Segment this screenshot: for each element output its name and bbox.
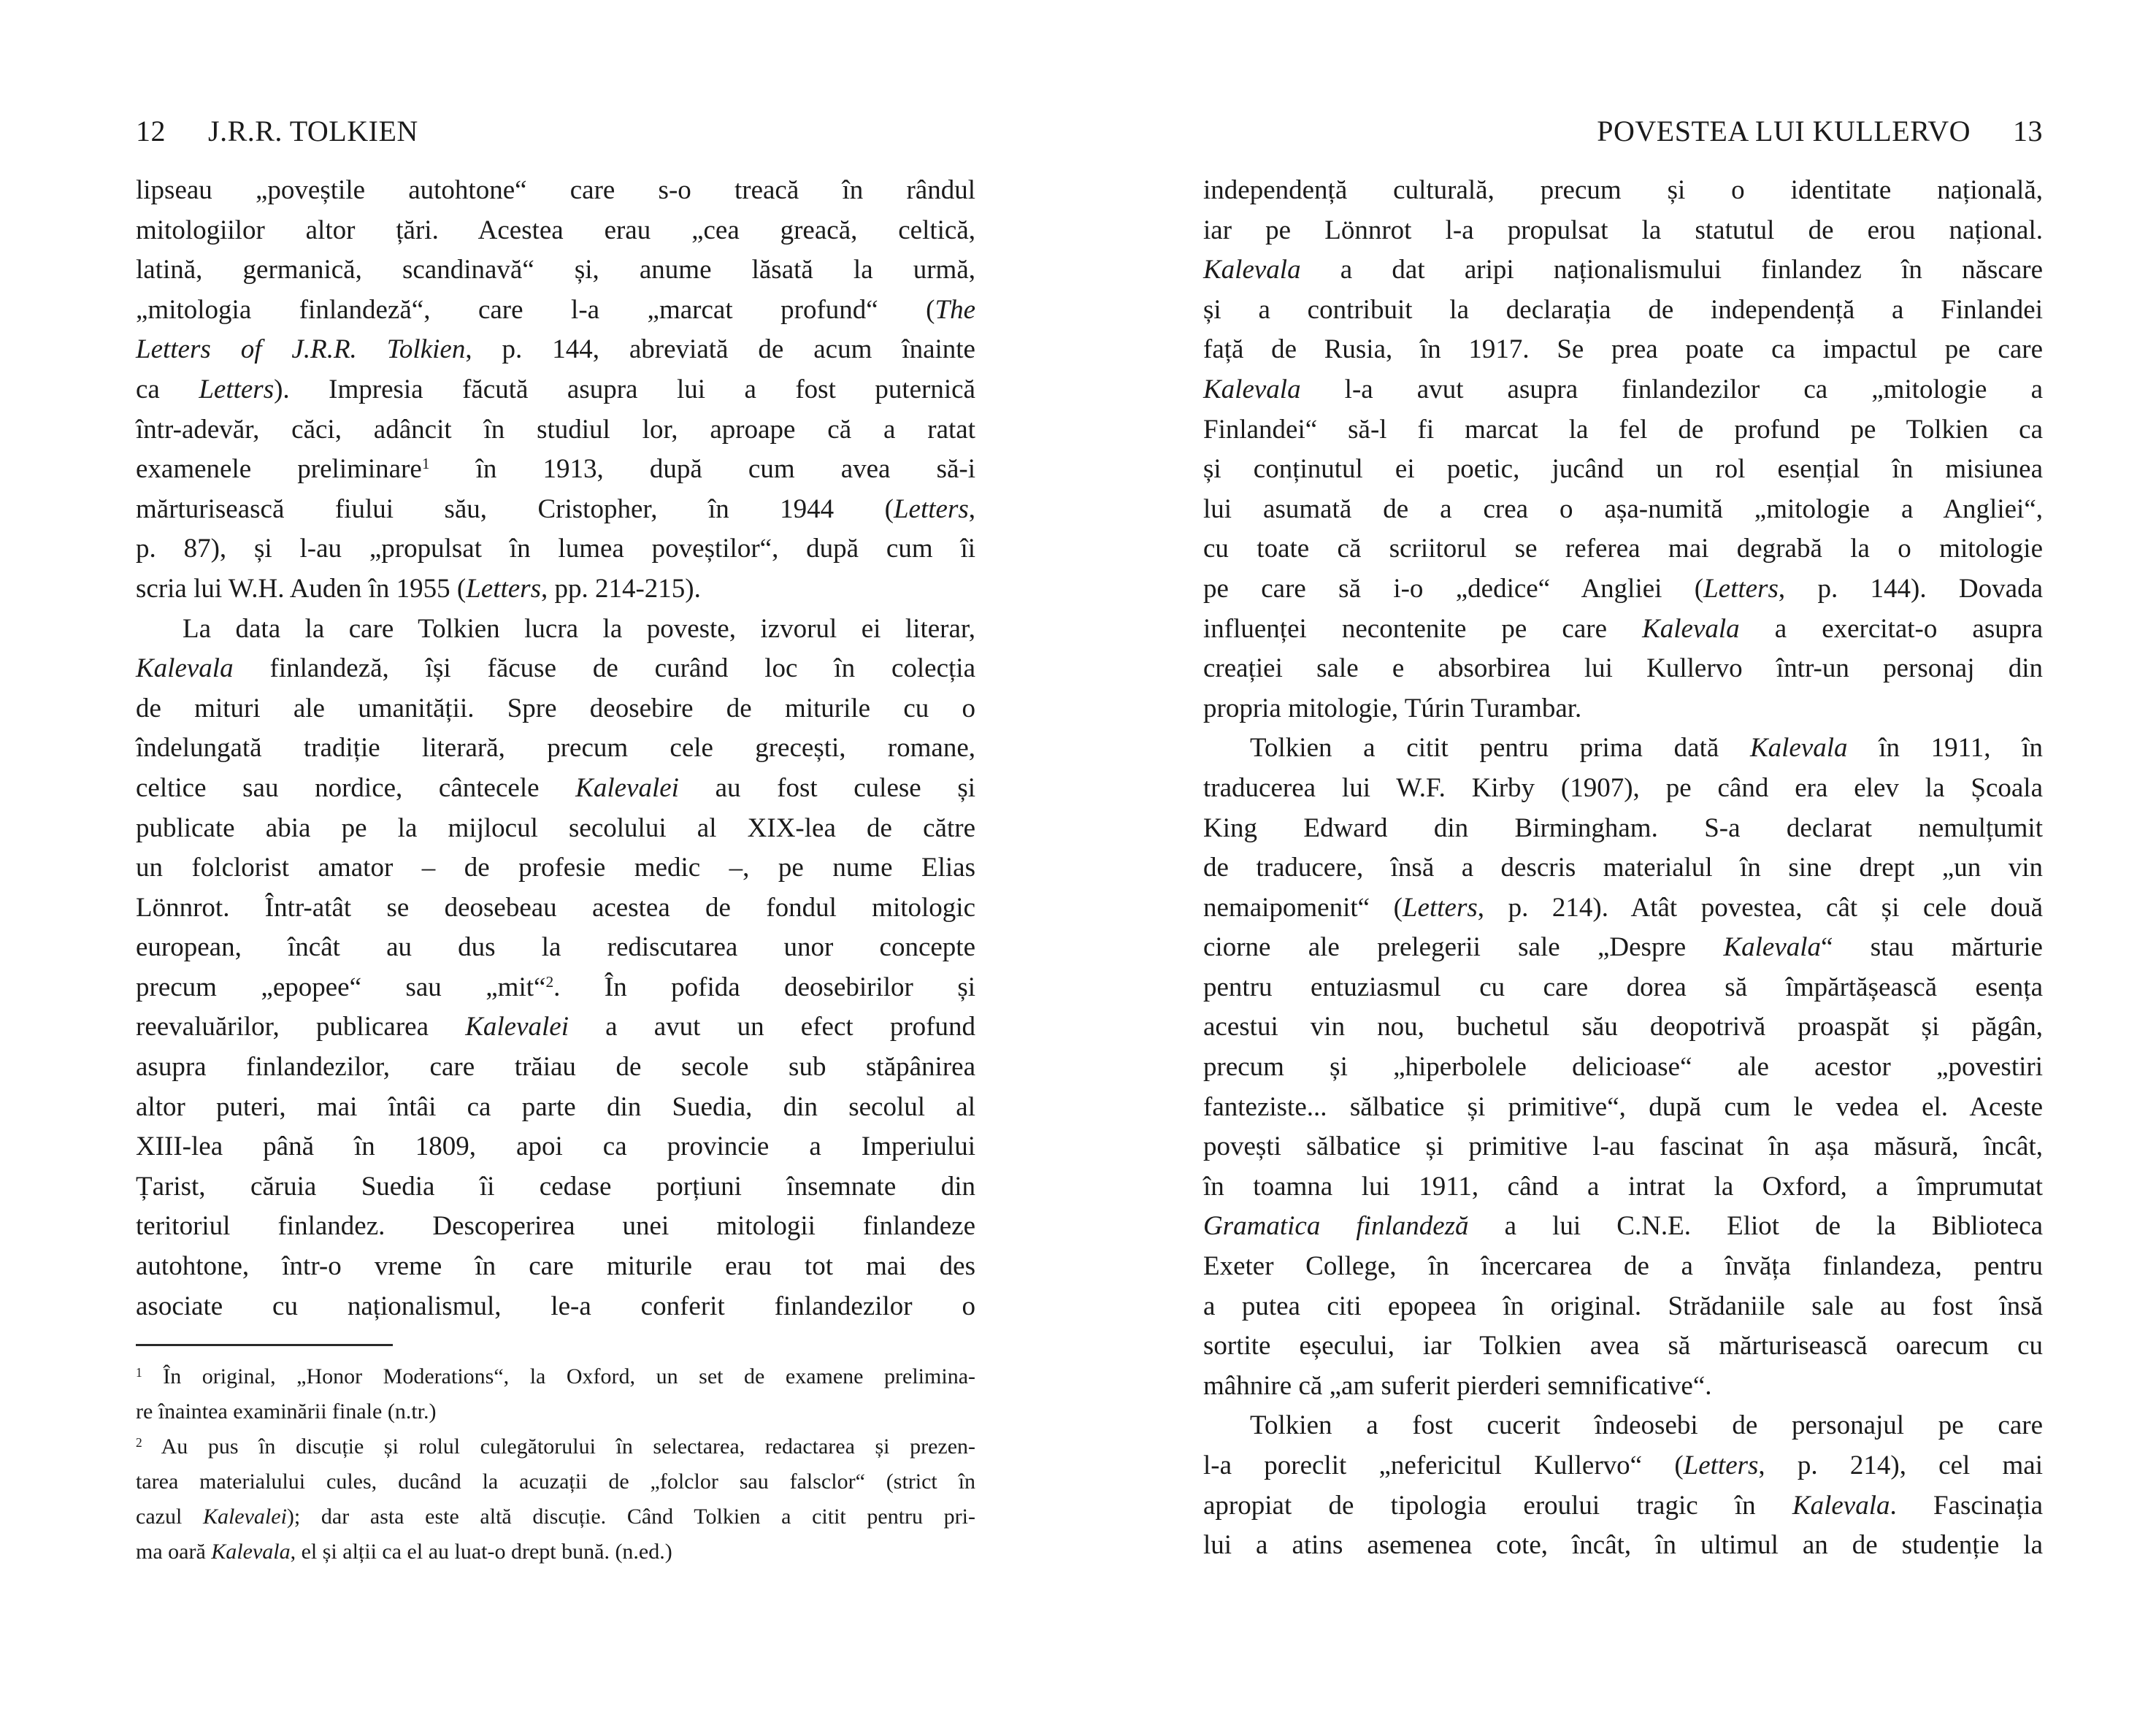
- text-segment: ma oară: [136, 1540, 212, 1564]
- footnote-marker: 2: [545, 973, 554, 991]
- text-segment: King Edward din Birmingham. S-a declarat nemulțumit: [1203, 812, 2043, 843]
- text-line: [136, 569, 975, 610]
- text-line: [1203, 450, 2043, 490]
- text-line: [1203, 1007, 2043, 1048]
- text-segment: mâhnire că „am suferit pierderi semnificative“.: [1203, 1370, 1712, 1401]
- text-segment: un folclorist amator – de profesie medic –, pe nume Elias: [136, 853, 975, 883]
- text-segment: Au pus în discuție și rolul culegătorului în selectarea, redactarea și prezen-: [142, 1434, 975, 1459]
- text-line: [1203, 490, 2043, 530]
- text-line: [1203, 291, 2043, 331]
- text-line: [136, 1207, 975, 1247]
- footnote-marker: 2: [136, 1434, 142, 1450]
- text-segment: de traducere, însă a descris materialul în sine drept „un vin: [1203, 853, 2043, 883]
- text-segment: față de Rusia, în 1917. Se prea poate ca impactul pe care: [1203, 334, 2043, 365]
- text-segment: , el și alții ca el au luat-o drept bună. (n.ed.): [290, 1540, 672, 1564]
- text-segment: au fost culese și: [678, 772, 976, 803]
- running-title-right: POVESTEA LUI KULLERVO: [1597, 115, 1971, 147]
- text-segment: publicate abia pe la mijlocul secolului al XIX-lea de către: [136, 812, 975, 843]
- text-line: [136, 171, 975, 211]
- text-segment: în 1913, după cum avea să-i: [429, 454, 976, 485]
- text-segment: În original, „Honor Moderations“, la Oxford, un set de examene prelimina-: [142, 1364, 975, 1389]
- page-right: [1203, 115, 2043, 1566]
- text-segment: scria lui W.H. Auden în 1955 (: [136, 573, 467, 604]
- text-segment: , p. 144). Dovada: [1778, 573, 2043, 604]
- text-line: [1203, 809, 2043, 849]
- italic-text: Kalevala: [1642, 613, 1740, 644]
- text-segment: pentru entuziasmul cu care dorea să împărtășească esența: [1203, 972, 2043, 1002]
- text-line: [1203, 1247, 2043, 1287]
- text-line: [1203, 330, 2043, 370]
- text-segment: reevaluărilor, publicarea: [136, 1012, 466, 1042]
- text-line: [1203, 1326, 2043, 1367]
- text-line: [136, 968, 975, 1008]
- text-segment: Exeter College, în încercarea de a învăța finlandeza, pentru: [1203, 1251, 2043, 1282]
- text-segment: Țarist, căruia Suedia îi cedase porțiuni însemnate din: [136, 1171, 975, 1202]
- text-line: [136, 410, 975, 450]
- italic-text: The: [935, 294, 975, 325]
- text-segment: , pp. 214-215).: [540, 573, 701, 604]
- text-segment: p. 87), și l-au „propulsat în lumea poveștilor“, după cum îi: [136, 534, 975, 564]
- text-segment: cu toate că scriitorul se referea mai degrabă la o mitologie: [1203, 534, 2043, 564]
- text-line: [1203, 569, 2043, 610]
- text-segment: a avut un efect profund: [568, 1012, 975, 1042]
- text-segment: influenței necontenite pe care: [1203, 613, 1643, 644]
- text-segment: “ stau mărturie: [1821, 932, 2043, 963]
- text-segment: . Fascinația: [1890, 1490, 2043, 1521]
- text-line: [136, 610, 975, 650]
- text-line: [1203, 1486, 2043, 1526]
- text-segment: , p. 214), cel mai: [1758, 1451, 2043, 1480]
- text-line: [1203, 410, 2043, 450]
- page-header-right: [1203, 115, 2043, 147]
- text-line: [1203, 888, 2043, 929]
- italic-text: Kalevalei: [465, 1012, 569, 1042]
- text-segment: de mituri ale umanității. Spre deosebire de miturile cu o: [136, 693, 975, 723]
- text-line: [136, 291, 975, 331]
- text-line: [1203, 370, 2043, 410]
- text-segment: finlandeză, își făcuse de curând loc în colecția: [233, 653, 975, 684]
- text-line: [1203, 649, 2043, 689]
- text-segment: ca: [136, 374, 199, 404]
- text-segment: tarea materialului cules, ducând la acuzații de „folclor sau falsclor“ (strict în: [136, 1469, 975, 1494]
- italic-text: Letters: [893, 493, 969, 524]
- italic-text: Kalevala: [136, 653, 234, 684]
- italic-text: Letters: [1683, 1451, 1759, 1480]
- text-line: [1203, 171, 2043, 211]
- italic-text: Kalevala: [1203, 255, 1301, 285]
- text-line: [1203, 1088, 2043, 1128]
- text-line: [136, 928, 975, 968]
- text-segment: pe care să i-o „dedice“ Angliei (: [1203, 573, 1704, 604]
- italic-text: Letters: [1402, 892, 1478, 923]
- paragraph: [1203, 171, 2043, 729]
- text-segment: La data la care Tolkien lucra la poveste, izvorul ei literar,: [183, 613, 975, 644]
- text-line: [136, 1464, 975, 1499]
- italic-text: Letters: [1703, 573, 1779, 604]
- text-segment: precum „epopee“ sau „mit“: [136, 972, 546, 1002]
- text-segment: propria mitologie, Túrin Turambar.: [1203, 693, 1582, 723]
- text-segment: Tolkien a citit pentru prima dată: [1250, 733, 1750, 764]
- text-line: [1203, 529, 2043, 569]
- italic-text: Kalevalei: [202, 1505, 287, 1529]
- text-line: [136, 809, 975, 849]
- text-segment: autohtone, într-o vreme în care miturile erau tot mai des: [136, 1251, 975, 1282]
- text-line: [1203, 1367, 2043, 1407]
- text-segment: în toamna lui 1911, când a intrat la Oxford, a împrumutat: [1203, 1171, 2043, 1202]
- text-line: [1203, 1406, 2043, 1446]
- page-left: [136, 115, 975, 1570]
- text-line: [136, 1048, 975, 1088]
- text-segment: re înaintea examinării finale (n.tr.): [136, 1399, 437, 1424]
- text-line: [136, 888, 975, 929]
- text-segment: nemaipomenit“ (: [1203, 892, 1403, 923]
- text-segment: Finlandei“ să-l fi marcat la fel de profund pe Tolkien ca: [1203, 414, 2043, 445]
- text-line: [1203, 1526, 2043, 1566]
- text-segment: independență culturală, precum și o identitate națională,: [1203, 175, 2043, 205]
- text-segment: a lui C.N.E. Eliot de la Biblioteca: [1468, 1211, 2043, 1242]
- footnote-separator: [136, 1344, 393, 1346]
- text-line: [136, 1394, 975, 1429]
- italic-text: Letters of J.R.R. Tolkien: [136, 334, 466, 365]
- text-line: [136, 769, 975, 809]
- text-segment: iar pe Lönnrot l-a propulsat la statutul de erou național.: [1203, 215, 2043, 245]
- text-line: [136, 1088, 975, 1128]
- text-segment: a exercitat-o asupra: [1739, 613, 2043, 644]
- text-line: [1203, 1287, 2043, 1327]
- text-segment: apropiat de tipologia eroului tragic în: [1203, 1490, 1792, 1521]
- text-line: [1203, 769, 2043, 809]
- italic-text: Kalevala: [1723, 932, 1822, 963]
- paragraph: [136, 171, 975, 610]
- text-segment: precum și „hiperbolele delicioase“ ale acestor „povestiri: [1203, 1052, 2043, 1083]
- text-line: [136, 1127, 975, 1167]
- text-segment: acestui vin nou, buchetul său deopotrivă proaspăt și păgân,: [1203, 1012, 2043, 1042]
- footnotes: [136, 1359, 975, 1570]
- text-segment: îndelungată tradiție literară, precum cele grecești, romane,: [136, 733, 975, 764]
- text-line: [1203, 1167, 2043, 1207]
- text-segment: sortite eșecului, iar Tolkien avea să mărturisească oarecum cu: [1203, 1331, 2043, 1361]
- text-line: [136, 1534, 975, 1570]
- text-segment: Lönnrot. Într-atât se deosebeau acestea de fondul mitologic: [136, 892, 975, 923]
- text-segment: povești sălbatice și primitive l-au fascinat în așa măsură, încât,: [1203, 1132, 2043, 1162]
- body-text-right: [1203, 171, 2043, 1566]
- text-line: [1203, 1127, 2043, 1167]
- text-line: [136, 729, 975, 769]
- page-header-left: [136, 115, 975, 147]
- footnote-marker: 1: [421, 455, 430, 473]
- text-line: [136, 848, 975, 888]
- text-line: [136, 330, 975, 370]
- text-segment: „mitologia finlandeză“, care l-a „marcat profund“ (: [136, 294, 935, 325]
- text-segment: cazul: [136, 1505, 203, 1529]
- body-text-left: [136, 171, 975, 1326]
- italic-text: Kalevala: [1203, 374, 1301, 404]
- text-line: [1203, 1048, 2043, 1088]
- text-segment: asupra finlandezilor, care trăiau de secole sub stăpânirea: [136, 1052, 975, 1083]
- text-line: [1203, 928, 2043, 968]
- text-segment: lui a atins asemenea cote, încât, în ultimul an de studenție la: [1203, 1530, 2043, 1561]
- text-segment: celtice sau nordice, cântecele: [136, 772, 576, 803]
- text-line: [1203, 250, 2043, 291]
- text-line: [136, 1007, 975, 1048]
- text-segment: traducerea lui W.F. Kirby (1907), pe când era elev la Școala: [1203, 772, 2043, 803]
- footnote: [136, 1429, 975, 1570]
- paragraph: [1203, 729, 2043, 1406]
- text-line: [136, 1167, 975, 1207]
- italic-text: Letters: [199, 374, 275, 404]
- text-segment: mitologiilor altor țări. Acestea erau „cea greacă, celtică,: [136, 215, 975, 245]
- text-segment: . În pofida deosebirilor și: [553, 972, 975, 1002]
- text-segment: în 1911, în: [1847, 733, 2043, 764]
- text-line: [136, 529, 975, 569]
- text-line: [136, 250, 975, 291]
- text-segment: , p. 144, abreviată de acum înainte: [465, 334, 975, 365]
- text-segment: ciorne ale prelegerii sale „Despre: [1203, 932, 1724, 963]
- text-segment: , p. 214). Atât povestea, cât și cele două: [1477, 892, 2043, 923]
- running-title-left: J.R.R. TOLKIEN: [208, 115, 418, 147]
- text-segment: ). Impresia făcută asupra lui a fost puternică: [274, 374, 975, 404]
- text-line: [1203, 848, 2043, 888]
- text-segment: și a contribuit la declarația de independență a Finlandei: [1203, 294, 2043, 325]
- text-segment: lipseau „poveștile autohtone“ care s-o treacă în rândul: [136, 175, 975, 205]
- text-line: [1203, 610, 2043, 650]
- text-line: [136, 370, 975, 410]
- page-number-left: 12: [136, 115, 166, 147]
- text-segment: mărturisească fiului său, Cristopher, în 1944 (: [136, 493, 894, 524]
- text-segment: a dat aripi naționalismului finlandez în născare: [1300, 255, 2043, 285]
- italic-text: Kalevalei: [575, 772, 679, 803]
- italic-text: Letters: [466, 573, 541, 604]
- text-line: [136, 689, 975, 729]
- text-line: [136, 450, 975, 490]
- italic-text: Kalevala: [1749, 733, 1848, 764]
- text-segment: ,: [968, 493, 975, 524]
- text-line: [136, 211, 975, 251]
- page-number-right: 13: [2013, 115, 2043, 147]
- text-segment: Tolkien a fost cucerit îndeosebi de personajul pe care: [1250, 1410, 2043, 1441]
- text-segment: l-a avut asupra finlandezilor ca „mitologie a: [1300, 374, 2043, 404]
- text-segment: asociate cu naționalismul, le-a conferit finlandezilor o: [136, 1291, 975, 1321]
- paragraph: [1203, 1406, 2043, 1565]
- text-segment: fanteziste... sălbatice și primitive“, după cum le vedea el. Aceste: [1203, 1091, 2043, 1122]
- text-line: [1203, 211, 2043, 251]
- text-line: [1203, 729, 2043, 769]
- text-segment: latină, germanică, scandinavă“ și, anume lăsată la urmă,: [136, 255, 975, 285]
- text-segment: altor puteri, mai întâi ca parte din Suedia, din secolul al: [136, 1091, 975, 1122]
- text-segment: și conținutul ei poetic, jucând un rol esențial în misiunea: [1203, 454, 2043, 485]
- italic-text: Kalevala: [1792, 1490, 1890, 1521]
- text-line: [136, 649, 975, 689]
- text-line: [1203, 689, 2043, 729]
- footnote-marker: 1: [136, 1364, 142, 1380]
- text-line: [136, 1359, 975, 1394]
- text-line: [1203, 1446, 2043, 1486]
- text-line: [1203, 1207, 2043, 1247]
- text-line: [136, 1247, 975, 1287]
- text-segment: european, încât au dus la rediscutarea unor concepte: [136, 932, 975, 963]
- italic-text: Kalevala: [211, 1540, 291, 1564]
- text-segment: a putea citi epopeea în original. Strădaniile sale au fost însă: [1203, 1291, 2043, 1321]
- text-segment: examenele preliminare: [136, 454, 422, 485]
- text-segment: ); dar asta este altă discuție. Când Tolkien a citit pentru pri-: [286, 1505, 976, 1529]
- text-segment: l-a poreclit „nefericitul Kullervo“ (: [1203, 1451, 1684, 1480]
- paragraph: [136, 610, 975, 1327]
- text-line: [1203, 968, 2043, 1008]
- italic-text: Gramatica finlandeză: [1203, 1211, 1469, 1242]
- text-line: [136, 490, 975, 530]
- footnote: [136, 1359, 975, 1429]
- text-segment: lui asumată de a crea o așa-numită „mitologie a Angliei“,: [1203, 493, 2043, 524]
- text-line: [136, 1287, 975, 1327]
- text-segment: într-adevăr, căci, adâncit în studiul lor, aproape că a ratat: [136, 414, 975, 445]
- text-segment: creației sale e absorbirea lui Kullervo într-un personaj din: [1203, 653, 2043, 684]
- text-segment: teritoriul finlandez. Descoperirea unei mitologii finlandeze: [136, 1211, 975, 1242]
- text-line: [136, 1429, 975, 1464]
- text-line: [136, 1499, 975, 1534]
- text-segment: XIII-lea până în 1809, apoi ca provincie a Imperiului: [136, 1132, 975, 1162]
